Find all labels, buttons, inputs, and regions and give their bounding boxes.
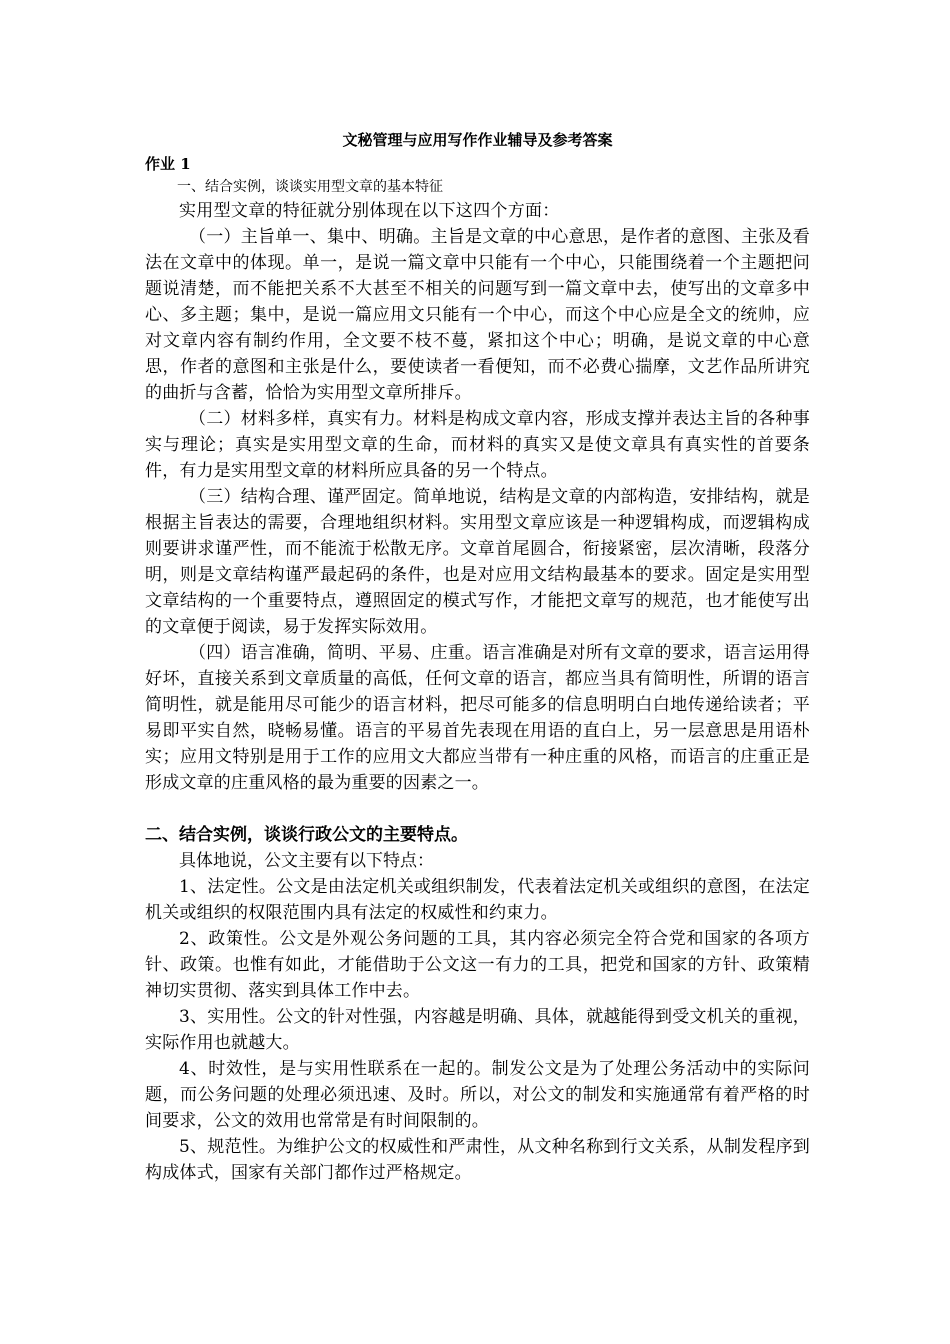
q2-point-2: 2、政策性。公文是外观公务问题的工具，其内容必须完全符合党和国家的各项方针、政策。也惟有如此，才能借助于公文这一有力的工具，把党和国家的方针、政策精神切实贯彻、落实到具体工作中去。 bbox=[145, 929, 810, 1001]
q2-point-3: 3、实用性。公文的针对性强，内容越是明确、具体，就越能得到受文机关的重视，实际作用也就越大。 bbox=[145, 1007, 810, 1053]
question-2-intro: 具体地说，公文主要有以下特点： bbox=[179, 851, 434, 871]
q2-point-4: 4、时效性，是与实用性联系在一起的。制发公文是为了处理公务活动中的实际问题，而公务问题的处理必须迅速、及时。所以，对公文的制发和实施通常有着严格的时间要求，公文的效用也常常是有时间限制的。 bbox=[145, 1059, 810, 1131]
section-gap bbox=[145, 796, 810, 822]
q1-point-2: （二）材料多样，真实有力。材料是构成文章内容，形成支撑并表达主旨的各种事实与理论；真实是实用型文章的生命，而材料的真实又是使文章具有真实性的首要条件，有力是实用型文章的材料所应具备的另一个特点。 bbox=[145, 409, 810, 481]
question-1-heading: 一、结合实例，谈谈实用型文章的基本特征 bbox=[177, 179, 443, 195]
assignment-label: 作业 1 bbox=[145, 155, 191, 173]
question-1-intro: 实用型文章的特征就分别体现在以下这四个方面： bbox=[179, 201, 560, 221]
q1-point-3: （三）结构合理、谨严固定。简单地说，结构是文章的内部构造，安排结构，就是根据主旨表达的需要，合理地组织材料。实用型文章应该是一种逻辑构成，而逻辑构成则要讲求谨严性，而不能流于松散无序。文章首尾圆合，衔接紧密，层次清晰，段落分明，则是文章结构谨严最起码的条件，也是对应用文结构最基本的要求。固定是实用型文章结构的一个重要特点，遵照固定的模式写作，才能把文章写的规范，也才能使写出的文章便于阅读，易于发挥实际效用。 bbox=[145, 487, 810, 637]
q2-point-1: 1、法定性。公文是由法定机关或组织制发，代表着法定机关或组织的意图，在法定机关或组织的权限范围内具有法定的权威性和约束力。 bbox=[145, 877, 810, 923]
document-page bbox=[145, 128, 810, 1186]
q1-point-1: （一）主旨单一、集中、明确。主旨是文章的中心意思，是作者的意图、主张及看法在文章中的体现。单一，是说一篇文章中只能有一个中心，只能围绕着一个主题把问题说清楚，而不能把关系不大甚至不相关的问题写到一篇文章中去，使写出的文章多中心、多主题；集中，是说一篇应用文只能有一个中心，而这个中心应是全文的统帅，应对文章内容有制约作用，全文要不枝不蔓，紧扣这个中心；明确，是说文章的中心意思，作者的意图和主张是什么，要使读者一看便知，而不必费心揣摩，文艺作品所讲究的曲折与含蓄，恰恰为实用型文章所排斥。 bbox=[145, 227, 810, 403]
question-2-heading: 二、结合实例，谈谈行政公文的主要特点。 bbox=[145, 825, 468, 845]
q2-point-5: 5、规范性。为维护公文的权威性和严肃性，从文种名称到行文关系，从制发程序到构成体式，国家有关部门都作过严格规定。 bbox=[145, 1137, 810, 1183]
q1-point-4: （四）语言准确，简明、平易、庄重。语言准确是对所有文章的要求，语言运用得好坏，直接关系到文章质量的高低，任何文章的语言，都应当具有简明性，所谓的语言简明性，就是能用尽可能少的语言材料，把尽可能多的信息明明白白地传递给读者；平易即平实自然，晓畅易懂。语言的平易首先表现在用语的直白上，另一层意思是用语朴实；应用文特别是用于工作的应用文大都应当带有一种庄重的风格，而语言的庄重正是形成文章的庄重风格的最为重要的因素之一。 bbox=[145, 643, 810, 793]
document-title: 文秘管理与应用写作作业辅导及参考答案 bbox=[342, 131, 613, 149]
